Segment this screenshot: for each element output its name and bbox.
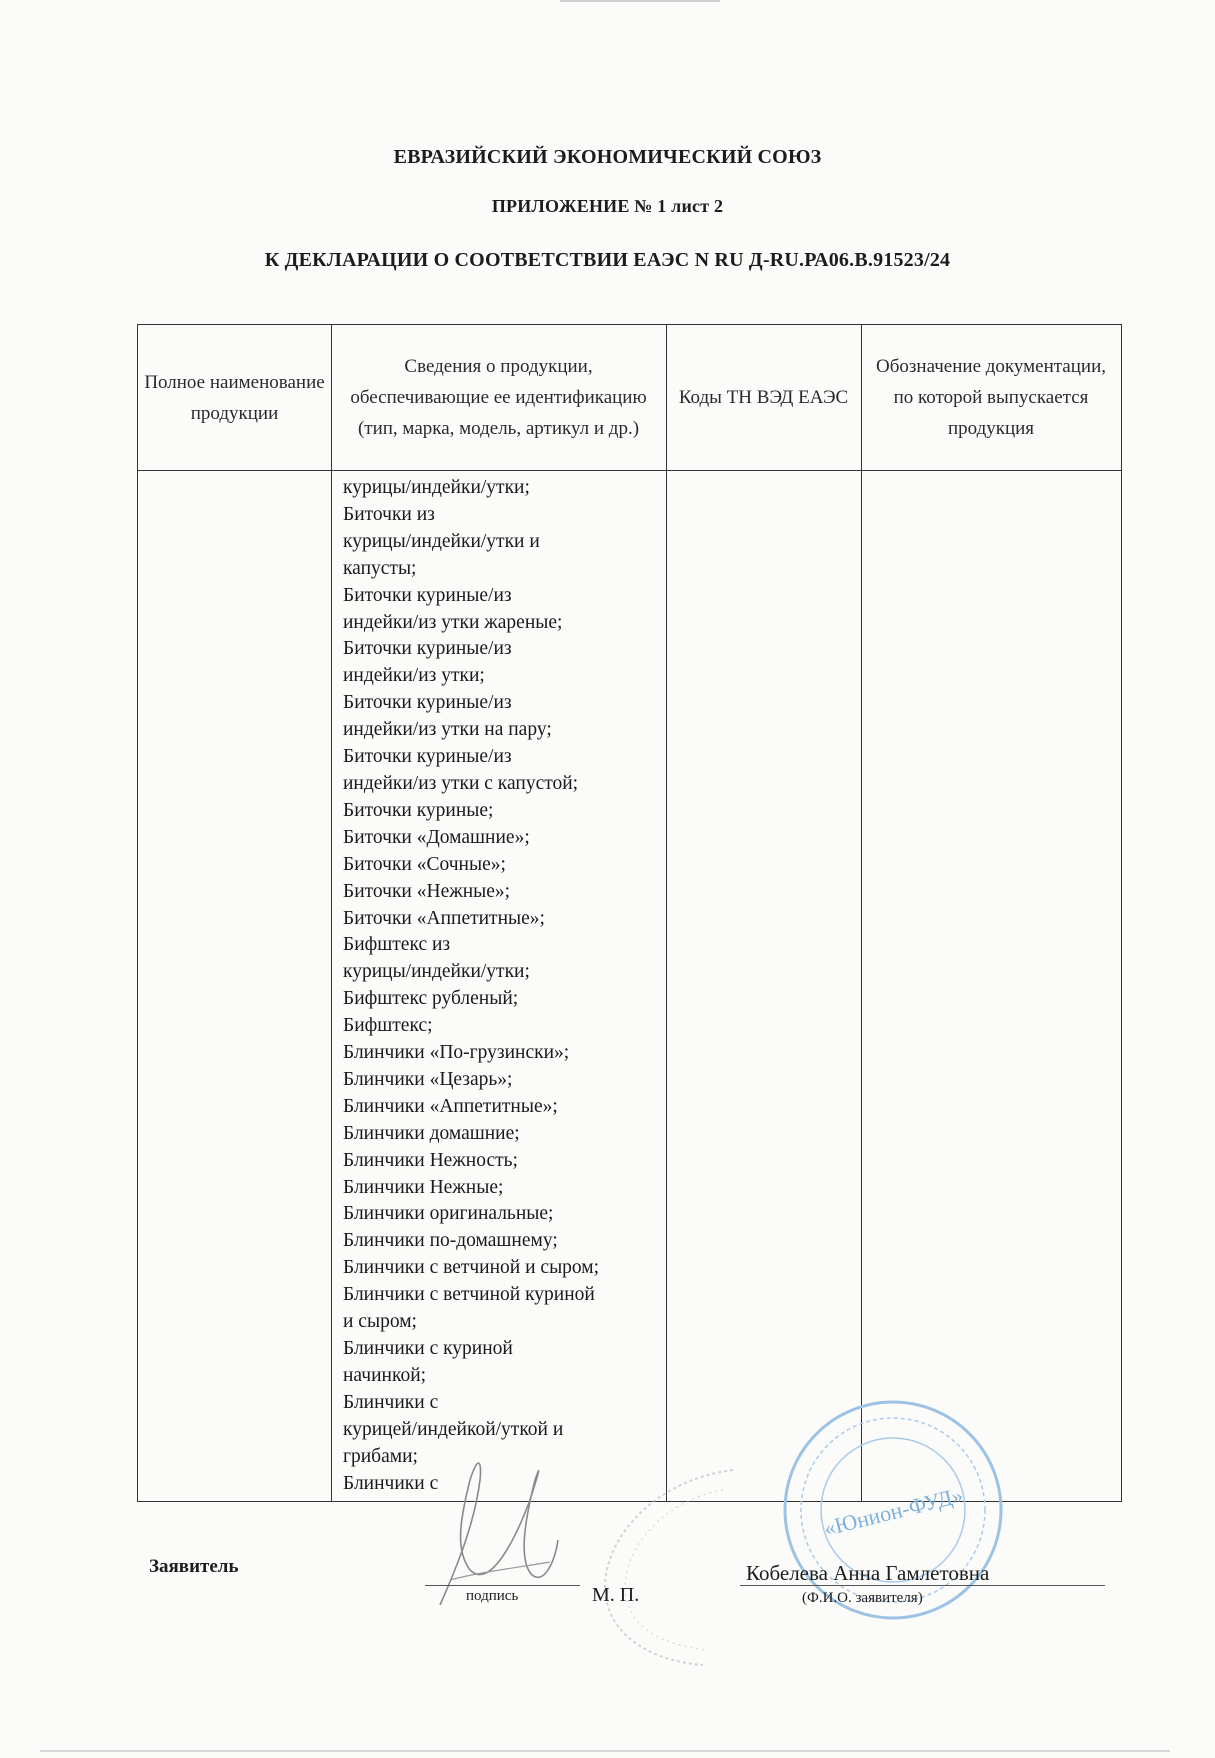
product-info-line: индейки/из утки жареные;: [343, 611, 563, 633]
column-header-product-info: Сведения о продукции, обеспечивающие ее идентификацию (тип, марка, модель, артикул и др.): [350, 356, 647, 439]
product-info-line: Биточки «Домашние»;: [343, 826, 530, 848]
product-info-line: Блинчики оригинальные;: [343, 1203, 554, 1225]
product-info-line: Бифштекс рубленый;: [343, 988, 519, 1010]
product-info-line: индейки/из утки;: [343, 665, 485, 687]
product-info-line: Биточки куриные/из: [343, 638, 512, 660]
product-info-line: Биточки куриные/из: [343, 746, 512, 768]
product-info-line: Биточки «Аппетитные»;: [343, 907, 545, 929]
appendix-title: ПРИЛОЖЕНИЕ № 1 лист 2: [491, 196, 724, 216]
product-info-line: грибами;: [343, 1445, 418, 1467]
product-info-line: Блинчики «По-грузински»;: [343, 1042, 570, 1064]
signature-line: [425, 1585, 580, 1586]
product-info-line: Блинчики с: [343, 1391, 439, 1413]
product-info-list: [343, 475, 663, 1497]
product-info-line: Биточки «Сочные»;: [343, 853, 506, 875]
column-header-tn-ved-codes: Коды ТН ВЭД ЕАЭС: [678, 387, 849, 408]
product-info-line: Биточки куриные/из: [343, 584, 512, 606]
product-info-line: курицы/индейки/утки;: [343, 961, 530, 983]
product-info-line: Биточки куриные/из: [343, 692, 512, 714]
scan-edge-mark: [40, 1750, 1170, 1752]
column-divider: [331, 325, 332, 1501]
document-org-title: ЕВРАЗИЙСКИЙ ЭКОНОМИЧЕСКИЙ СОЮЗ: [393, 146, 822, 168]
product-info-line: Бифштекс из: [343, 934, 451, 956]
product-info-line: Блинчики с ветчиной и сыром;: [343, 1257, 600, 1279]
product-info-line: Биточки куриные;: [343, 799, 494, 821]
column-header-documentation: Обозначение документации, по которой выпускается продукция: [876, 356, 1106, 439]
signature-caption: подпись: [466, 1588, 519, 1604]
product-info-line: индейки/из утки на пару;: [343, 719, 552, 741]
product-info-line: Блинчики по-домашнему;: [343, 1230, 558, 1252]
product-info-line: Блинчики домашние;: [343, 1122, 520, 1144]
product-info-line: начинкой;: [343, 1364, 427, 1386]
stamp-text: «Юнион-ФУД»: [821, 1482, 966, 1541]
product-info-line: Блинчики «Цезарь»;: [343, 1068, 513, 1090]
applicant-name: Кобелева Анна Гамлетовна: [746, 1561, 990, 1585]
product-info-line: капусты;: [343, 557, 417, 579]
product-info-line: Бифштекс;: [343, 1015, 433, 1037]
product-info-line: Биточки из: [343, 503, 435, 525]
product-info-line: Блинчики с: [343, 1472, 439, 1494]
product-info-line: курицей/индейкой/уткой и: [343, 1418, 564, 1440]
product-info-line: курицы/индейки/утки;: [343, 477, 530, 498]
product-info-line: индейки/из утки с капустой;: [343, 772, 579, 794]
column-header-product-name: Полное наименование продукции: [144, 371, 325, 424]
scan-edge-mark: [560, 0, 720, 2]
product-info-line: курицы/индейки/утки и: [343, 530, 540, 552]
product-info-line: Блинчики с ветчиной куриной: [343, 1284, 595, 1306]
product-info-line: Блинчики с куриной: [343, 1338, 513, 1359]
product-info-line: Блинчики Нежные;: [343, 1176, 504, 1198]
seal-place-label: М. П.: [592, 1584, 640, 1606]
faint-stamp-impression: [593, 1460, 743, 1670]
product-info-line: Блинчики «Аппетитные»;: [343, 1095, 558, 1117]
column-divider: [666, 325, 667, 1501]
product-info-line: Биточки «Нежные»;: [343, 880, 511, 902]
product-info-line: Блинчики Нежность;: [343, 1149, 518, 1171]
header-divider: [138, 470, 1121, 471]
declaration-title: К ДЕКЛАРАЦИИ О СООТВЕТСТВИИ ЕАЭС N RU Д-RU.РА06.В.91523/24: [264, 249, 951, 271]
products-table: [137, 324, 1122, 1502]
column-divider: [861, 325, 862, 1501]
name-caption: (Ф.И.О. заявителя): [802, 1590, 923, 1606]
applicant-label: Заявитель: [149, 1556, 239, 1577]
product-info-line: и сыром;: [343, 1311, 417, 1333]
